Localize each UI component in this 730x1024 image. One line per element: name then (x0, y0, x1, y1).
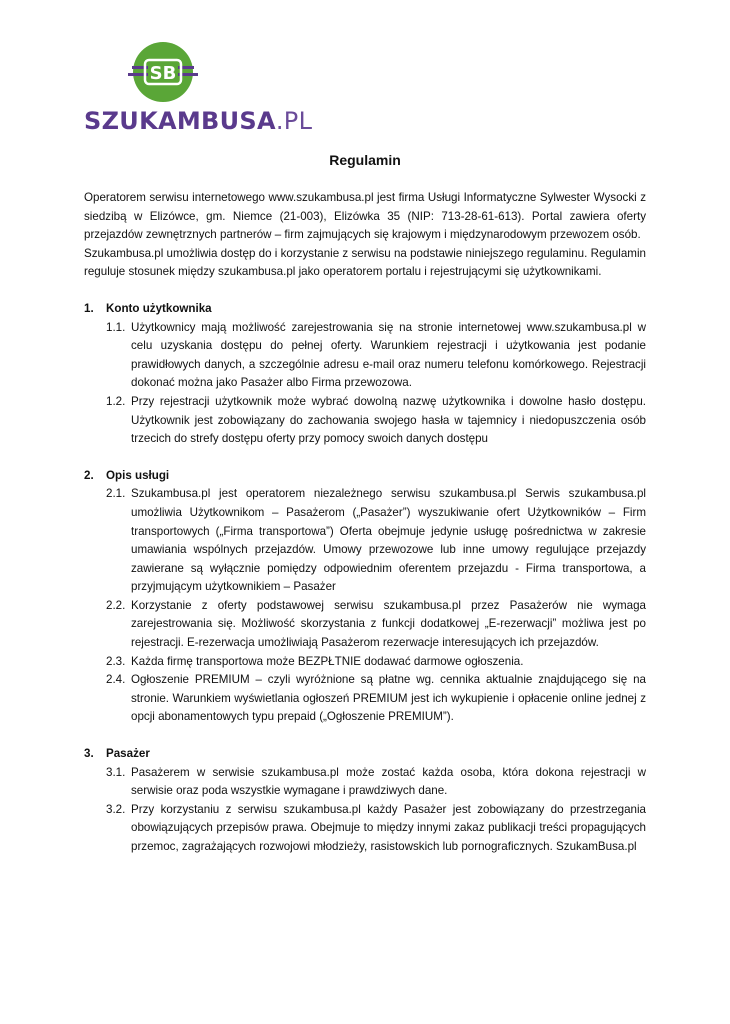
intro-paragraph: Szukambusa.pl umożliwia dostęp do i korzystanie z serwisu na podstawie niniejszego regulaminu. Regulamin reguluje stosunek między szukambusa.pl jako operatorem portalu i rejestrującymi się użytkownikami. (84, 246, 646, 279)
clause (84, 393, 646, 449)
clause-text: Każda firmę transportowa może BEZPŁTNIE dodawać darmowe ogłoszenia. (131, 654, 524, 668)
clause-number: 2.1. (106, 487, 126, 501)
section-account (84, 300, 646, 449)
section-title: Opis usługi (106, 468, 170, 482)
intro-paragraph: Operatorem serwisu internetowego www.szukambusa.pl jest firma Usługi Informatyczne Sylwester Wysocki z siedzibą w Elizówce, gm. Niemce (21-003), Elizówka 35 (NIP: 713-28-61-613). Portal zawiera oferty przejazdów zewnętrznych partnerów – firm zajmujących się krajowym i międzynarodowym przewozem osób. (84, 191, 646, 242)
clause-text: Przy rejestracji użytkownik może wybrać dowolną nazwę użytkownika i dowolne hasło dostępu. Użytkownik jest zobowiązany do zachowania swojego hasła w tajemnicy i niedopuszczenia osób trzecich do strefy dostępu oferty przy pomocy swoich danych dostępu (131, 394, 646, 446)
section-heading (84, 300, 646, 319)
brand-main: SZUKAMBUSA (84, 107, 276, 135)
clause (84, 801, 646, 857)
clause (84, 671, 646, 727)
clause (84, 653, 646, 672)
clause-text: Korzystanie z oferty podstawowej serwisu szukambusa.pl przez Pasażerów nie wymaga zarejestrowania się. Możliwość skorzystania z funkcji dodatkowej „E-rezerwacji” możliwa jest po rejestracji. E-rezerwacja umożliwiają Pasażerom rezerwacje interesujących ich przejazdów. (131, 598, 646, 650)
section-number: 1. (84, 301, 94, 315)
page-title: Regulamin (329, 152, 401, 168)
clause-text: Ogłoszenie PREMIUM – czyli wyróżnione są płatne wg. cennika aktualnie znajdującego się na stronie. Warunkiem wyświetlania ogłoszeń PREMIUM jest ich wykupienie i opłacenie online jednej z opcji abonamentowych typu prepaid („Ogłoszenie PREMIUM”). (131, 673, 646, 724)
clause-text: Użytkownicy mają możliwość zarejestrowania się na stronie internetowej www.szukambusa.pl w celu uzyskania dostępu do pełnej oferty. Warunkiem rejestracji i użytkowania jest podanie prawidłowych danych, a szczególnie adresu e-mail oraz numeru telefonu komórkowego. Rejestracji dokonać można jako Pasażer albo Firma przewozowa. (131, 320, 646, 390)
section-number: 3. (84, 747, 94, 761)
document-body (84, 189, 646, 857)
clause (84, 597, 646, 653)
clause-number: 1.1. (106, 320, 126, 334)
logo-wordmark (84, 106, 313, 136)
section-service (84, 467, 646, 727)
clause (84, 319, 646, 393)
clause (84, 764, 646, 801)
logo-monogram: SB (149, 63, 177, 84)
section-heading (84, 467, 646, 486)
clause-text: Szukambusa.pl jest operatorem niezależnego serwisu szukambusa.pl Serwis szukambusa.pl umożliwia Użytkownikom – Pasażerom („Pasażer”) wyszukiwanie ofert Użytkowników – Firm transportowych („Firma transportowa”) Oferta obejmuje jedynie usługę pośrednictwa w zakresie umawiania wspólnych przejazdów. Umowy przewozowe lub inne umowy regulujące przejazdy zawierane są wyłącznie pomiędzy odpowiednim oferentem przejazdu - Firma transportowa, a przyjmującym użytkownikiem – Pasażer (131, 487, 646, 594)
section-title: Konto użytkownika (106, 301, 212, 315)
section-passenger (84, 745, 646, 857)
clause-text: Pasażerem w serwisie szukambusa.pl może zostać każda osoba, która dokona rejestracji w serwisie oraz poda wszystkie wymagane i prawdziwych dane. (131, 765, 646, 798)
clause (84, 485, 646, 597)
section-heading (84, 745, 646, 764)
clause-number: 3.1. (106, 765, 126, 779)
clause-number: 2.3. (106, 654, 126, 668)
logo (84, 40, 313, 140)
clause-number: 2.2. (106, 598, 126, 612)
logo-emblem (84, 40, 254, 104)
section-number: 2. (84, 468, 94, 482)
clause-number: 3.2. (106, 802, 126, 816)
clause-number: 2.4. (106, 673, 126, 687)
clause-number: 1.2. (106, 394, 126, 408)
clause-text: Przy korzystaniu z serwisu szukambusa.pl każdy Pasażer jest zobowiązany do przestrzegania obowiązujących przepisów prawa. Obejmuje to między innymi zakaz publikacji treści propagujących przemoc, zagrażających rozwojowi młodzieży, rasistowskich lub pornograficznych. SzukamBusa.pl (131, 802, 646, 853)
brand-tld: .PL (275, 107, 313, 135)
section-title: Pasażer (106, 747, 150, 761)
